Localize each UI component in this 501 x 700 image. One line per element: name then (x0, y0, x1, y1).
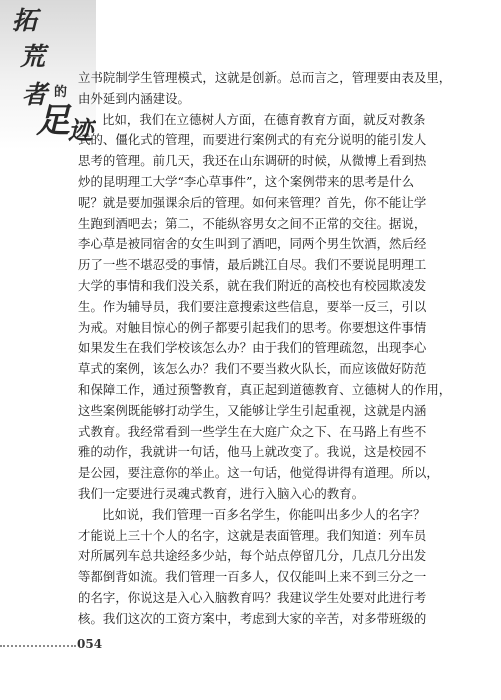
footer-dotted-rule (0, 645, 76, 647)
text-line: 是公园，要注意你的举止。这一句话，他觉得讲得有道理。所以， (78, 465, 439, 481)
text-line: 比如说，我们管理一百多名学生，你能叫出多少人的名字？ (102, 506, 426, 522)
title-char-4: 的 (54, 85, 68, 100)
title-char-6: 迹 (68, 116, 94, 145)
text-line: 为戒。对触目惊心的例子都要引起我们的思考。你要想这件事情 (78, 319, 427, 335)
title-char-1: 拓 (12, 6, 38, 35)
text-line: 的名字，你说这是入心入脑教育吗？我建议学生处要对此进行考 (78, 589, 427, 605)
text-line: 立书院制学生管理模式，这就是创新。总而言之，管理要由表及里， (78, 70, 452, 85)
text-line: 历了一些不堪忍受的事情，最后跳江自尽。我们不要说昆明理工 (78, 257, 427, 273)
text-line: 草式的案例，该怎么办？我们不要当救火队长，而应该做好防范 (78, 361, 427, 377)
text-line: 呢？就是要加强课余后的管理。如何来管理？首先，你不能让学 (78, 194, 427, 210)
text-line: 等都倒背如流。我们管理一百多人，仅仅能叫上来不到三分之一 (78, 569, 427, 585)
text-line: 核。我们这次的工资方案中，考虑到大家的辛苦，对多带班级的 (78, 610, 427, 626)
body-text (78, 68, 456, 630)
text-line: 这些案例既能够打动学生，又能够让学生引起重视，这就是内涵 (78, 402, 427, 418)
text-line: 对所属列车总共途经多少站，每个站点停留几分，几点几分出发 (78, 548, 427, 564)
title-char-2: 荒 (20, 42, 46, 71)
text-line: 由外延到内涵建设。 (78, 90, 190, 106)
text-line: 才能说上三十个人的名字，这就是表面管理。我们知道：列车员 (78, 527, 427, 543)
text-line: 炒的昆明理工大学“李心草事件”，这个案例带来的思考是什么 (78, 173, 415, 189)
text-line: 我们一定要进行灵魂式教育，进行入脑入心的教育。 (78, 485, 365, 501)
text-line: 式的、僵化式的管理，而要进行案例式的有充分说明的能引发人 (78, 132, 427, 148)
text-line: 李心草是被同宿舍的女生叫到了酒吧，同两个男生饮酒，然后经 (78, 236, 427, 252)
text-line: 雅的动作，我就讲一句话，他马上就改变了。我说，这是校园不 (78, 444, 427, 460)
text-line: 和保障工作，通过预警教育，真正起到道德教育、立德树人的作用， (78, 381, 452, 397)
text-line: 如果发生在我们学校该怎么办？由于我们的管理疏忽，出现李心 (78, 340, 427, 356)
text-line: 思考的管理。前几天，我还在山东调研的时候，从微博上看到热 (78, 153, 427, 169)
text-line: 生。作为辅导员，我们要注意搜索这些信息，要举一反三，引以 (78, 298, 427, 314)
page-footer (0, 636, 130, 652)
text-line: 大学的事情和我们没关系，就在我们附近的高校也有校园欺凌发 (78, 277, 427, 293)
text-line: 比如，我们在立德树人方面，在德育教育方面，就反对教条 (102, 111, 426, 127)
text-line: 生跑到酒吧去；第二，不能纵容男女之间不正常的交往。据说， (78, 215, 427, 231)
page-number: 054 (77, 637, 103, 651)
title-char-5: 足 (36, 101, 70, 141)
title-char-3: 者 (22, 80, 48, 109)
text-line: 式教育。我经常看到一些学生在大庭广众之下、在马路上有些不 (78, 423, 427, 439)
